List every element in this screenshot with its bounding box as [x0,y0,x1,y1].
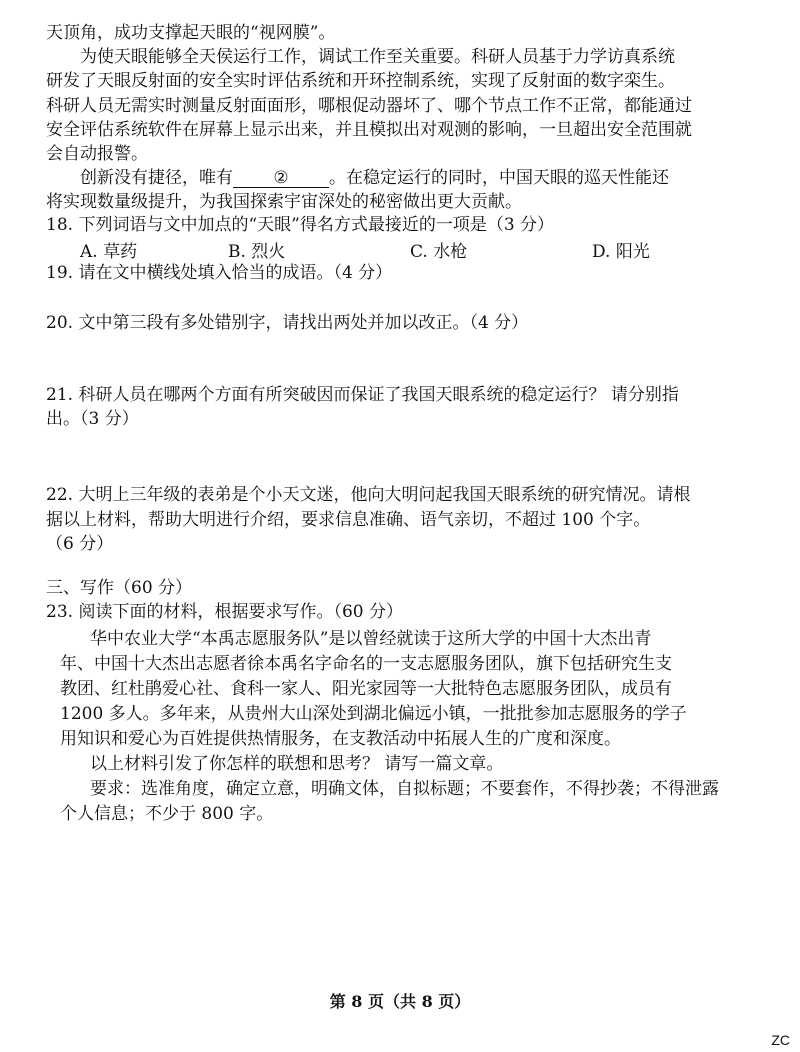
intro-line-3: 研发了天眼反射面的安全实时评估系统和开环控制系统，实现了反射面的数字栾生。 [46,71,675,91]
page-number: 第 8 页（共 8 页） [329,992,471,1011]
intro-line-1: 天顶角，成功支撑起天眼的“视网膜”。 [46,23,336,43]
question-19: 19. 请在文中横线处填入恰当的成语。（4 分） [46,263,393,283]
material-line-3: 教团、红杜鹃爱心社、食科一家人、阳光家园等一大批特色志愿服务团队，成员有 [60,679,672,699]
option-d[interactable]: D. 阳光 [592,242,650,262]
intro-line-6: 会自动报警。 [46,144,148,164]
section-writing-heading: 三、写作（60 分） [46,578,193,598]
option-a[interactable]: A. 草药 [80,242,138,262]
blank-trail-text: 。在稳定运行的同时，中国天眼的巡天性能还 [329,168,669,188]
question-22-line-2: 据以上材料，帮助大明进行介绍，要求信息准确、语气亲切，不超过 100 个字。 [46,510,651,530]
question-23: 23. 阅读下面的材料，根据要求写作。（60 分） [46,602,403,622]
material-line-2: 年、中国十大杰出志愿者徐本禹名字命名的一支志愿服务团队，旗下包括研究生支 [60,654,672,674]
corner-code: ZC [771,1032,790,1048]
question-18-options [80,237,720,261]
question-22-line-3: （6 分） [46,534,114,554]
intro-line-8: 将实现数量级提升，为我国探索宇宙深处的秘密做出更大贡献。 [46,192,522,212]
intro-line-7 [80,167,760,189]
material-line-4: 1200 多人。多年来，从贵州大山深处到湖北偏远小镇，一批批参加志愿服务的学子 [60,704,687,724]
writing-prompt: 以上材料引发了你怎样的联想和思考？ 请写一篇文章。 [90,754,504,774]
option-c[interactable]: C. 水枪 [410,242,468,262]
intro-line-2: 为使天眼能够全天侯运行工作，调试工作至关重要。科研人员基于力学访真系统 [80,47,675,67]
question-21-line-2: 出。（3 分） [46,409,139,429]
writing-requirements-line-1: 要求：选准角度，确定立意，明确文体，自拟标题；不要套作，不得抄袭；不得泄露 [90,779,719,799]
answer-blank-2[interactable]: ② [233,169,329,188]
intro-line-4: 科研人员无需实时测量反射面面形，哪根促动器坏了、哪个节点工作不正常，都能通过 [46,96,692,116]
blank-lead-text: 创新没有捷径，唯有 [80,168,233,188]
question-21-line-1: 21. 科研人员在哪两个方面有所突破因而保证了我国天眼系统的稳定运行？ 请分别指 [46,385,679,405]
question-22-line-1: 22. 大明上三年级的表弟是个小天文迷，他向大明问起我国天眼系统的研究情况。请根 [46,485,691,505]
material-line-1: 华中农业大学“本禹志愿服务队”是以曾经就读于这所大学的中国十大杰出青 [90,629,652,649]
question-20: 20. 文中第三段有多处错别字，请找出两处并加以改正。（4 分） [46,313,529,333]
question-18: 18. 下列词语与文中加点的“天眼”得名方式最接近的一项是（3 分） [46,215,555,235]
writing-requirements-line-2: 个人信息；不少于 800 字。 [60,804,274,824]
intro-line-5: 安全评估系统软件在屏幕上显示出来，并且模拟出对观测的影响，一旦超出安全范围就 [46,120,692,140]
material-line-5: 用知识和爱心为百姓提供热情服务，在支教活动中拓展人生的广度和深度。 [60,729,621,749]
option-b[interactable]: B. 烈火 [228,242,286,262]
